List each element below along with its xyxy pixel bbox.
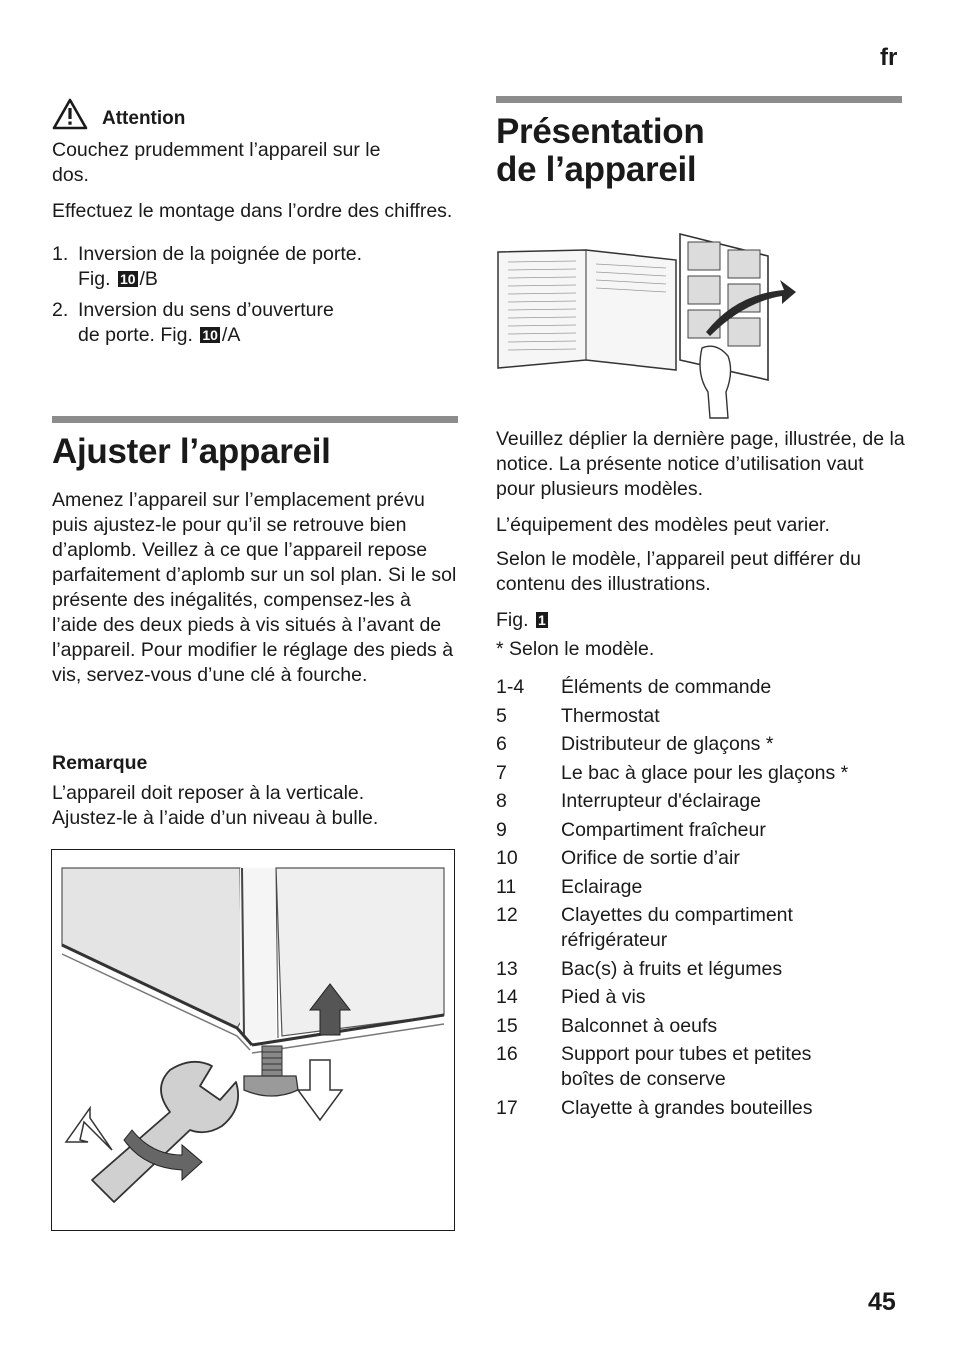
attention-label: Attention [102, 108, 186, 129]
list-item: 5 Thermostat [496, 704, 660, 727]
left-column [52, 96, 462, 354]
list-item: 9 Compartiment fraîcheur [496, 818, 766, 841]
attention-paragraph: Couchez prudemment l’appareil sur le dos. [52, 139, 381, 186]
presentation-paragraph: L’équipement des modèles peut varier. [496, 514, 830, 536]
note-heading: Remarque [52, 752, 148, 774]
note-body: L’appareil doit reposer à la verticale. Ajustez-le à l’aide d’un niveau à bulle. [52, 782, 379, 829]
language-code: fr [880, 44, 898, 71]
list-item: 2. Inversion du sens d’ouverture de porte. Fig. 10 /A [52, 299, 334, 346]
section-title-adjust: Ajuster l’appareil [52, 432, 331, 471]
figure-reference: 10 [202, 327, 218, 343]
foot-adjust-figure [51, 849, 455, 1231]
list-item: 8 Interrupteur d'éclairage [496, 790, 761, 812]
presentation-paragraph: Veuillez déplier la dernière page, illustrée, de la notice. La présente notice d’utilisation vaut pour plusieurs modèles. [496, 428, 905, 500]
presentation-text [496, 427, 906, 673]
attention-header [52, 96, 462, 130]
presentation-paragraph: Selon le modèle, l’appareil peut différer du contenu des illustrations. [496, 548, 861, 595]
list-item: 15 Balconnet à oeufs [496, 1014, 718, 1037]
list-item: 7 Le bac à glace pour les glaçons * [496, 761, 849, 784]
list-item: 17 Clayette à grandes bouteilles [496, 1096, 813, 1119]
attention-paragraph: Effectuez le montage dans l’ordre des chiffres. [52, 200, 453, 222]
assembly-steps [52, 242, 462, 348]
list-item: 13 Bac(s) à fruits et légumes [496, 957, 783, 980]
section-divider [52, 416, 458, 423]
page-number: 45 [868, 1288, 896, 1316]
list-item: 14 Pied à vis [496, 986, 646, 1008]
component-legend [496, 675, 906, 1124]
figure-reference: 10 [119, 271, 136, 287]
section-title-presentation: Présentation de l’appareil [496, 112, 705, 189]
adjust-body: Amenez l’appareil sur l’emplacement prévu puis ajustez-le pour qu’il se retrouve bien d’aplomb. Veillez à ce que l’appareil repose parfaitement d’aplomb sur un sol plan. Si le sol présente des inégalités, compensez-les à l’aide des deux pieds à vis situés à l’avant de l’appareil. Pour modifier le réglage des pieds à vis, servez-vous d’une clé à fourche. [52, 489, 457, 686]
list-item: 10 Orifice de sortie d’air [496, 847, 740, 869]
list-item: 1-4 Éléments de commande [496, 676, 772, 698]
appliance-foot-illustration [52, 850, 454, 1230]
section-divider [496, 96, 902, 103]
booklet-illustration [496, 232, 796, 422]
warning-triangle-icon [52, 98, 88, 130]
list-item: 16 Support pour tubes et petites boîtes de conserve [496, 1043, 812, 1090]
figure-line: Fig. 1 [496, 609, 546, 631]
list-item: 1. Inversion de la poignée de porte. Fig. 10 /B [52, 243, 363, 290]
list-item: 12 Clayettes du compartiment réfrigérateur [496, 904, 793, 951]
figure-reference: 1 [537, 612, 546, 628]
asterisk-note: * Selon le modèle. [496, 638, 655, 660]
list-item: 11 Eclairage [496, 875, 643, 898]
list-item: 6 Distributeur de glaçons * [496, 733, 774, 755]
booklet-unfold-figure [496, 232, 796, 422]
